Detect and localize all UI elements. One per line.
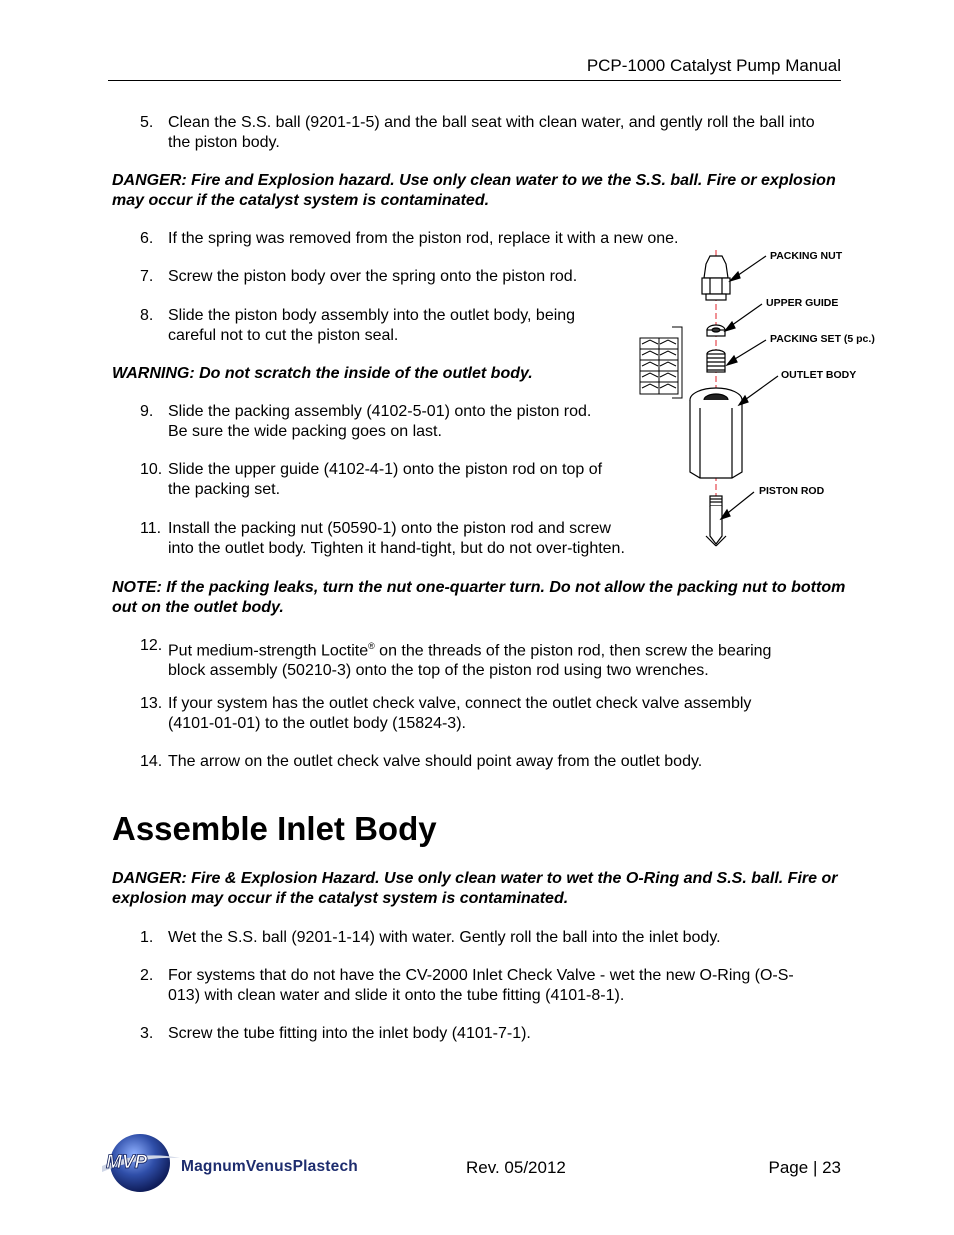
step-text: Screw the tube fitting into the inlet body (4101-7-1). <box>168 1025 531 1042</box>
step-text-line-1: Slide the piston body assembly into the outlet body, being <box>168 307 576 324</box>
list-item <box>140 267 640 287</box>
logo-text: MVP <box>106 1152 148 1173</box>
step-number: 12. <box>140 637 163 654</box>
step-text-line-2: the packing set. <box>168 481 281 498</box>
step-text-line-2: into the outlet body. Tighten it hand-tight, but do not over-tighten. <box>168 540 625 557</box>
step-text-line-2: (4101-01-01) to the outlet body (15824-3). <box>168 715 466 732</box>
list-item <box>140 113 840 153</box>
step-text: If the spring was removed from the piston rod, replace it with a new one. <box>168 230 679 247</box>
packing-set-section <box>640 327 682 398</box>
label-packing-nut: PACKING NUT <box>770 250 843 262</box>
step-number: 1. <box>140 929 154 946</box>
packing-set-part <box>707 350 725 372</box>
piston-rod-part <box>706 496 726 546</box>
list-item <box>140 1024 840 1044</box>
step-text-line-2: careful not to cut the piston seal. <box>168 327 399 344</box>
list-item <box>140 694 840 734</box>
label-piston-rod: PISTON ROD <box>759 485 825 497</box>
list-item <box>140 928 840 948</box>
brand-name: MagnumVenusPlastech <box>181 1158 358 1175</box>
danger-note: DANGER: Fire & Explosion Hazard. Use only clean water to wet the O-Ring and S.S. ball. Fire or explosion may occur if the catalyst system is contaminated. <box>112 870 838 907</box>
mvp-logo <box>98 1132 182 1194</box>
note: NOTE: If the packing leaks, turn the nut one-quarter turn. Do not allow the packing nut to bottom out on the outlet body. <box>112 579 846 616</box>
step-number: 8. <box>140 307 154 324</box>
step-number: 14. <box>140 753 163 770</box>
step-text-line-1: For systems that do not have the CV-2000 Inlet Check Valve - wet the new O-Ring (O-S- <box>168 967 794 984</box>
list-item <box>140 636 840 681</box>
upper-guide-part <box>707 325 725 336</box>
step-number: 9. <box>140 403 154 420</box>
step-text-line-1: Slide the upper guide (4102-4-1) onto the piston rod on top of <box>168 461 603 478</box>
list-item <box>140 519 700 559</box>
step-number: 5. <box>140 114 154 131</box>
step-number: 11. <box>140 520 162 537</box>
step-number: 7. <box>140 268 154 285</box>
step-text-pre: Put medium-strength Loctite <box>168 642 369 660</box>
warning-note: WARNING: Do not scratch the inside of the outlet body. <box>112 365 533 382</box>
step-number: 3. <box>140 1025 154 1042</box>
step-text-line-1 <box>168 636 840 661</box>
step-number: 6. <box>140 230 154 247</box>
step-text-line-1: Install the packing nut (50590-1) onto the piston rod and screw <box>168 520 611 537</box>
label-upper-guide: UPPER GUIDE <box>766 297 839 309</box>
list-item <box>140 306 660 346</box>
step-text-line-1: If your system has the outlet check valve, connect the outlet check valve assembly <box>168 695 752 712</box>
label-outlet-body: OUTLET BODY <box>781 369 857 381</box>
danger-note: DANGER: Fire and Explosion hazard. Use only clean water to we the S.S. ball. Fire or explosion may occur if the catalyst system is contaminated. <box>112 172 836 209</box>
step-text-line-1: Slide the packing assembly (4102-5-01) onto the piston rod. <box>168 403 592 420</box>
revision: Rev. 05/2012 <box>466 1158 566 1177</box>
list-item <box>140 460 660 500</box>
step-text: Clean the S.S. ball (9201-1-5) and the ball seat with clean water, and gently roll the ball into the piston body. <box>168 114 815 151</box>
step-text-post: on the threads of the piston rod, then screw the bearing <box>374 642 772 660</box>
list-item <box>140 402 660 442</box>
packing-nut-part <box>702 256 730 300</box>
step-text: The arrow on the outlet check valve should point away from the outlet body. <box>168 753 703 770</box>
leader-lines <box>721 256 778 519</box>
document-title: PCP-1000 Catalyst Pump Manual <box>586 56 841 75</box>
list-item <box>140 966 845 1006</box>
step-number: 10. <box>140 461 163 478</box>
packing-assembly-diagram <box>630 240 890 555</box>
page-number: Page | 23 <box>768 1158 841 1177</box>
step-number: 13. <box>140 695 163 712</box>
list-item <box>140 752 840 772</box>
outlet-body-part <box>690 388 742 478</box>
step-text: Wet the S.S. ball (9201-1-14) with water. Gently roll the ball into the inlet body. <box>168 929 721 946</box>
registered-mark: ® <box>368 641 375 651</box>
step-text-line-2: block assembly (50210-3) onto the top of the piston rod using two wrenches. <box>168 662 709 680</box>
section-heading: Assemble Inlet Body <box>112 810 437 847</box>
header-rule <box>108 80 841 81</box>
step-text-line-2: Be sure the wide packing goes on last. <box>168 423 442 440</box>
step-text: Screw the piston body over the spring onto the piston rod. <box>168 268 578 285</box>
step-number: 2. <box>140 967 154 984</box>
label-packing-set: PACKING SET (5 pc.) <box>770 333 875 345</box>
step-text-line-2: 013) with clean water and slide it onto the tube fitting (4101-8-1). <box>168 987 625 1004</box>
